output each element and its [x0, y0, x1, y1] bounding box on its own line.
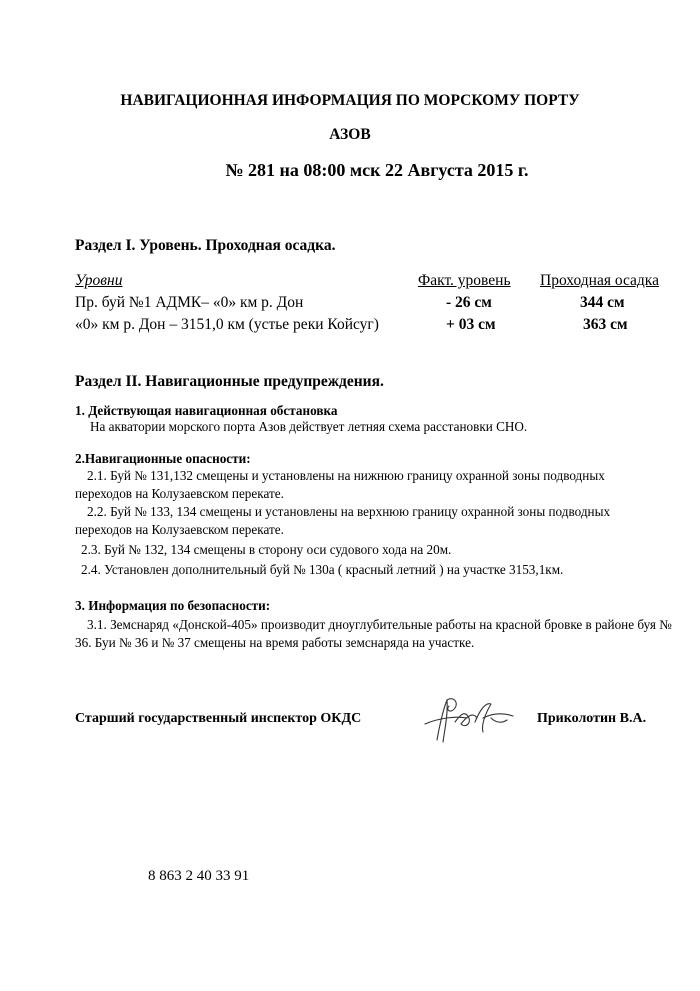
- col-header-draft: Проходная осадка: [540, 272, 659, 289]
- handwritten-signature-icon: [415, 688, 525, 748]
- signature-position: Старший государственный инспектор ОКДС: [75, 711, 362, 726]
- item3-title: 3. Информация по безопасности:: [75, 598, 271, 613]
- section2-title: Раздел II. Навигационные предупреждения.: [75, 373, 384, 390]
- item2-2-text: 2.2. Буй № 133, 134 смещены и установлены на верхнюю границу охранной зоны подводных переходов на Колузаевском перекате.: [75, 504, 611, 537]
- port-name: АЗОВ: [329, 126, 371, 143]
- table-row-level: - 26 см: [446, 294, 492, 311]
- table-row-draft: 363 см: [583, 316, 628, 333]
- bulletin-number: № 281 на 08:00 мск 22 Августа 2015 г.: [225, 160, 529, 180]
- table-row-place: «0» км р. Дон – 3151,0 км (устье реки Койсуг): [75, 316, 379, 333]
- section1-title: Раздел I. Уровень. Проходная осадка.: [75, 237, 336, 254]
- item3-1-text: 3.1. Земснаряд «Донской-405» производит дноуглубительные работы на красной бровке в районе буя № 36. Буи № 36 и № 37 смещены на время работы земснаряда на участке.: [75, 617, 672, 650]
- table-row-draft: 344 см: [580, 294, 625, 311]
- item2-title: 2.Навигационные опасности:: [75, 451, 251, 466]
- item2-3-text: 2.3. Буй № 132, 134 смещены в сторону оси судового хода на 20м.: [81, 542, 452, 557]
- item1-text: На акватории морского порта Азов действует летняя схема расстановки СНО.: [90, 419, 528, 434]
- col-header-fact-level: Факт. уровень: [418, 272, 511, 289]
- item2-4-text: 2.4. Установлен дополнительный буй № 130а ( красный летний ) на участке 3153,1км.: [81, 562, 564, 577]
- signature-name: Приколотин В.А.: [537, 711, 647, 726]
- table-row-place: Пр. буй №1 АДМК– «0» км р. Дон: [75, 294, 304, 311]
- item1-title: 1. Действующая навигационная обстановка: [75, 403, 338, 418]
- item2-1-text: 2.1. Буй № 131,132 смещены и установлены на нижнюю границу охранной зоны подводных переходов на Колузаевском перекате.: [75, 468, 605, 501]
- col-header-levels: Уровни: [75, 272, 123, 289]
- phone-number: 8 863 2 40 33 91: [148, 868, 250, 884]
- document-title: НАВИГАЦИОННАЯ ИНФОРМАЦИЯ ПО МОРСКОМУ ПОРТУ: [120, 92, 580, 109]
- table-row-level: + 03 см: [446, 316, 496, 333]
